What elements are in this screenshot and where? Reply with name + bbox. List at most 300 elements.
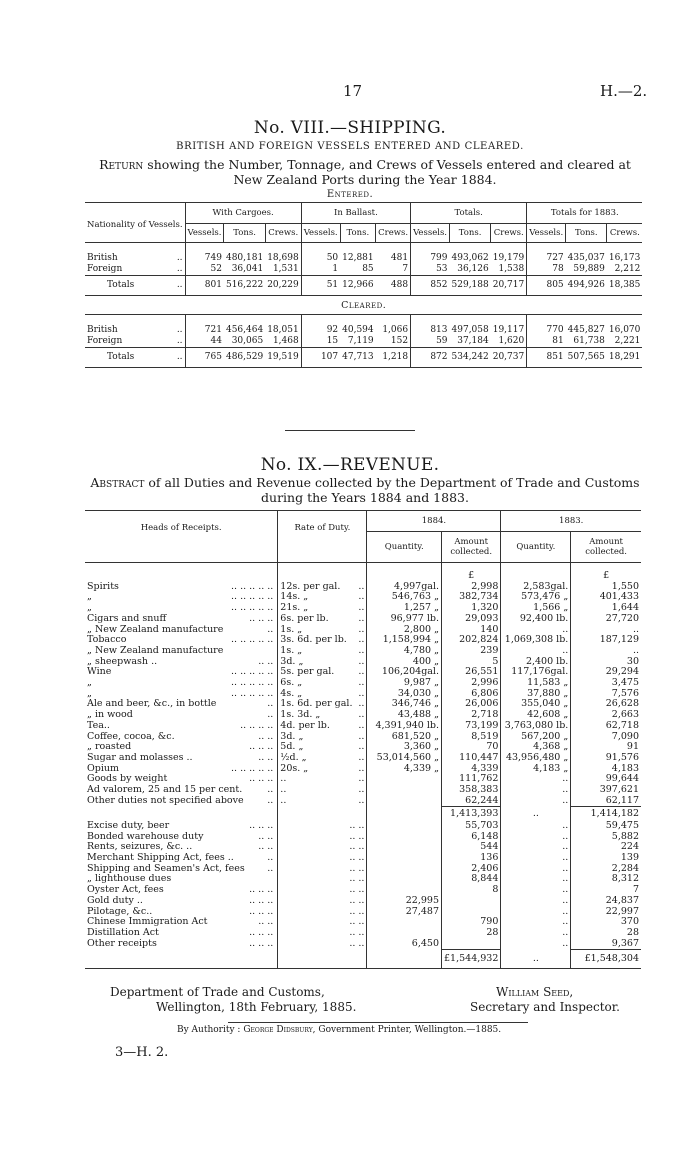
revenue-abstract-text xyxy=(85,475,645,505)
section-divider xyxy=(285,430,415,431)
leader-dots: .. .. .. xyxy=(249,774,274,785)
revenue-title: No. IX.—REVENUE. xyxy=(260,455,440,475)
abstract-lead: Abstract xyxy=(90,475,145,490)
cell-value: 445,827 xyxy=(567,325,605,335)
cell-value: 7 xyxy=(376,264,411,276)
col-amount-1883: Amount collected. xyxy=(585,537,627,557)
sub-header-vessels: Vessels. xyxy=(301,224,340,243)
col-nationality: Nationality of Vessels. xyxy=(85,203,185,243)
amount-1883: 397,621 xyxy=(599,784,639,796)
nationality-label: Totals xyxy=(107,352,135,362)
amount-1884: 6,148 xyxy=(442,832,501,843)
grand-total-1883: £1,548,304 xyxy=(571,950,641,969)
receipt-head-label: „ sheepwash .. xyxy=(87,656,158,667)
leader-dots: .. .. .. xyxy=(249,820,274,831)
receipt-head xyxy=(85,853,278,864)
receipt-head-label: „ xyxy=(87,688,92,699)
return-body: showing the Number, Tonnage, and Crews of Vessels entered and cleared at New Zealand Ports during the Year 1884. xyxy=(147,157,631,187)
rate-label: 6s. „ xyxy=(280,678,303,689)
quantity-1883: .. xyxy=(501,853,571,864)
receipt-head-label: Goods by weight xyxy=(87,774,168,785)
leader-dots: .. xyxy=(176,325,183,335)
quantity-1883: 573,476 „ xyxy=(501,592,571,603)
quantity-1883: .. xyxy=(501,885,571,896)
quantity-1884: 106,204gal. xyxy=(367,667,442,678)
receipt-head xyxy=(85,742,278,753)
cell-value: 78 xyxy=(552,264,564,274)
quantity-1883: 1,069,308 lb. xyxy=(501,635,571,646)
receipt-head-label: „ New Zealand manufacture xyxy=(87,624,224,635)
leader-dots: .. xyxy=(176,336,183,346)
sub-header-crews: Crews. xyxy=(376,224,411,243)
quantity-1883: .. xyxy=(501,625,571,636)
leader-dots: .. .. .. xyxy=(249,928,274,938)
cell-value: 494,926 xyxy=(567,280,605,290)
amount-1884: 8,519 xyxy=(442,732,501,743)
rate-of-duty xyxy=(278,614,367,625)
quantity-1884 xyxy=(367,821,442,832)
amount-1884: 2,996 xyxy=(442,678,501,689)
leader-dots: .. .. .. xyxy=(249,742,274,753)
rate-of-duty xyxy=(278,699,367,710)
cell-value: 59,889 xyxy=(573,264,605,274)
leader-dots: .. xyxy=(358,656,365,667)
amount-1883: 4,183 xyxy=(611,762,639,774)
quantity-1883: 42,608 „ xyxy=(501,710,571,721)
signatory-name: William Seed, xyxy=(496,985,574,999)
rate-of-duty xyxy=(278,742,367,753)
cell-value: 18,698 xyxy=(265,243,301,265)
leader-dots: .. .. xyxy=(349,906,365,917)
amount-1883: 1,550 xyxy=(611,580,639,592)
receipt-head xyxy=(85,753,278,764)
amount-1883: 24,837 xyxy=(605,894,639,906)
nationality-name xyxy=(85,336,185,348)
revenue-row xyxy=(85,614,641,625)
leader-dots: .. .. .. .. .. xyxy=(231,667,274,678)
cell-value: 507,565 xyxy=(567,352,605,362)
amount-1883: 91,576 xyxy=(605,751,639,763)
amount-1883: 27,720 xyxy=(605,612,639,624)
cell-value: 51 xyxy=(326,280,339,290)
rate-label: 1s. 3d. „ xyxy=(280,710,321,721)
leader-dots: .. .. .. xyxy=(249,885,274,896)
rate-of-duty xyxy=(278,582,367,593)
amount-1883: 99,644 xyxy=(605,773,639,785)
quantity-1884: 6,450 xyxy=(367,939,442,950)
leader-dots: .. .. .. xyxy=(249,613,274,624)
amount-1883: 7 xyxy=(632,884,639,896)
cell-value: 1,538 xyxy=(491,264,527,276)
quantity-1884 xyxy=(367,832,442,843)
nationality-label: Foreign xyxy=(87,336,123,346)
sub-header-tons: Tons. xyxy=(224,224,265,243)
rate-label: 1s. 6d. per gal. xyxy=(280,699,353,710)
revenue-row xyxy=(85,864,641,875)
leader-dots: .. xyxy=(358,774,365,785)
cell-value: 20,229 xyxy=(265,276,301,296)
cell-value: 1,620 xyxy=(491,336,527,348)
amount-1884: 26,551 xyxy=(442,667,501,678)
rate-of-duty xyxy=(278,832,367,843)
cell-value: 81 xyxy=(552,336,564,346)
leader-dots: .. .. xyxy=(349,874,365,885)
leader-dots: .. xyxy=(358,645,365,656)
quantity-1884 xyxy=(367,864,442,875)
receipt-head-label: „ xyxy=(87,592,92,603)
leader-dots: .. xyxy=(358,742,365,753)
cell-value: 16,070 xyxy=(608,325,641,335)
cell-value: 107 xyxy=(320,352,339,362)
cell-value: 36,041 xyxy=(231,264,264,274)
receipt-head-label: Ale and beer, &c., in bottle xyxy=(87,699,217,710)
subtotal-1884: 1,413,393 xyxy=(442,807,501,821)
quantity-1884: 546,763 „ xyxy=(367,592,442,603)
cell-value: 481 xyxy=(376,243,411,265)
receipt-head-label: Sugar and molasses .. xyxy=(87,752,193,763)
amount-1883: 30 xyxy=(626,655,639,667)
department-line: Department of Trade and Customs, xyxy=(110,985,325,999)
currency-symbol-1883: £ xyxy=(603,570,610,581)
shipping-title: No. VIII.—SHIPPING. xyxy=(253,118,447,138)
amount-1883: 62,117 xyxy=(605,794,639,806)
revenue-subtotal-row xyxy=(85,807,641,821)
amount-1883: 59,475 xyxy=(605,819,639,831)
cleared-label: Cleared. xyxy=(341,299,387,311)
rate-of-duty xyxy=(278,764,367,775)
cell-value: 435,037 xyxy=(567,253,605,263)
quantity-1883: .. xyxy=(501,796,571,807)
cell-value: 1,218 xyxy=(376,348,411,368)
quantity-1884: 346,746 „ xyxy=(367,699,442,710)
amount-1883: 187,129 xyxy=(599,634,639,646)
cell-value: 37,184 xyxy=(457,336,489,346)
sub-header-crews: Crews. xyxy=(491,224,527,243)
receipt-head-label: Excise duty, beer xyxy=(87,820,170,831)
quantity-1883: .. xyxy=(501,774,571,785)
amount-1883: 26,628 xyxy=(605,698,639,710)
amount-1883: 91 xyxy=(626,741,639,753)
revenue-row xyxy=(85,635,641,646)
revenue-row xyxy=(85,874,641,885)
nationality-row xyxy=(85,315,642,337)
cell-value: 749 xyxy=(204,253,222,263)
amount-1883: .. xyxy=(632,644,639,656)
cell-value: 1,066 xyxy=(376,315,411,337)
leader-dots: .. .. .. .. .. xyxy=(231,603,274,614)
cell-value: 19,117 xyxy=(491,315,527,337)
quantity-1883: 1,566 „ xyxy=(501,603,571,614)
leader-dots: .. .. .. .. .. xyxy=(231,592,274,603)
shipping-subtitle: BRITISH AND FOREIGN VESSELS ENTERED AND CLEARED. xyxy=(176,141,524,152)
cell-value: 18,291 xyxy=(608,352,641,362)
leader-dots: .. .. xyxy=(349,895,365,906)
cell-value: 486,529 xyxy=(225,352,264,362)
amount-1883: 401,433 xyxy=(599,591,639,603)
shipping-table xyxy=(85,202,641,368)
rate-of-duty xyxy=(278,785,367,796)
receipt-head xyxy=(85,582,278,593)
quantity-1883: .. xyxy=(501,896,571,907)
leader-dots: .. .. xyxy=(349,917,365,928)
leader-dots: .. xyxy=(358,603,365,614)
leader-dots: .. .. .. .. .. xyxy=(231,688,274,699)
amount-1883: 139 xyxy=(620,852,639,864)
cell-value: 805 xyxy=(546,280,564,290)
imprint-line xyxy=(177,1025,501,1035)
entered-label: Entered. xyxy=(326,189,374,200)
amount-1883: .. xyxy=(632,623,639,635)
receipt-head xyxy=(85,896,278,907)
rate-label: 4s. „ xyxy=(280,688,303,699)
rate-label: 3d. „ xyxy=(280,731,304,742)
rate-label: ½d. „ xyxy=(280,752,307,763)
cell-value: 2,221 xyxy=(614,336,641,346)
leader-dots: .. xyxy=(358,678,365,689)
cell-value: 85 xyxy=(362,264,374,274)
leader-dots: .. xyxy=(267,853,274,864)
revenue-row xyxy=(85,917,641,928)
receipt-head xyxy=(85,635,278,646)
receipt-head xyxy=(85,832,278,843)
cell-value: 872 xyxy=(430,352,448,362)
amount-1884: 26,006 xyxy=(442,699,501,710)
amount-1884: 382,734 xyxy=(442,592,501,603)
leader-dots: .. .. .. xyxy=(249,895,274,906)
cell-value: 59 xyxy=(436,336,448,346)
cell-value: 12,881 xyxy=(342,253,374,263)
leader-dots: .. .. xyxy=(349,842,365,853)
leader-dots: .. .. .. .. .. xyxy=(231,635,274,646)
amount-1883: 5,882 xyxy=(611,830,639,842)
receipt-head-label: Other duties not specified above xyxy=(87,795,244,807)
rate-of-duty xyxy=(278,667,367,678)
signatory-title: Secretary and Inspector. xyxy=(470,1000,620,1014)
amount-1883: 7,090 xyxy=(611,730,639,742)
rate-of-duty xyxy=(278,646,367,657)
leader-dots: .. .. xyxy=(349,928,365,938)
amount-1884: 5 xyxy=(442,657,501,668)
quantity-1884 xyxy=(367,774,442,785)
receipt-head xyxy=(85,874,278,885)
receipt-head xyxy=(85,592,278,603)
receipt-head xyxy=(85,721,278,732)
cell-value: 52 xyxy=(210,264,222,274)
quantity-1884 xyxy=(367,785,442,796)
quantity-1884: 3,360 „ xyxy=(367,742,442,753)
amount-1883: 224 xyxy=(620,841,639,853)
revenue-row xyxy=(85,907,641,918)
receipt-head xyxy=(85,907,278,918)
quantity-1883: 37,880 „ xyxy=(501,689,571,700)
cell-value: 852 xyxy=(430,280,448,290)
nationality-name xyxy=(85,348,185,368)
return-lead: Return xyxy=(99,157,144,172)
leader-dots: .. .. xyxy=(349,863,365,874)
group-totals: Totals. xyxy=(411,203,527,224)
rate-label: 6s. per lb. xyxy=(280,613,329,624)
revenue-row xyxy=(85,785,641,796)
nationality-label: Foreign xyxy=(87,264,123,274)
rate-of-duty xyxy=(278,721,367,732)
receipt-head-label: Rents, seizures, &c. .. xyxy=(87,842,193,853)
amount-1884: 8 xyxy=(442,885,501,896)
amount-1884 xyxy=(442,896,501,907)
col-year-1883: 1883. xyxy=(501,511,641,532)
quantity-1884: 681,520 „ xyxy=(367,732,442,743)
leader-dots: .. xyxy=(358,613,365,624)
cell-value: 721 xyxy=(204,325,222,335)
leader-dots: .. .. xyxy=(349,853,365,864)
leader-dots: .. xyxy=(358,592,365,603)
cell-value: 40,594 xyxy=(342,325,374,335)
leader-dots: .. xyxy=(267,795,274,807)
leader-dots: .. xyxy=(358,710,365,721)
cell-value: 20,737 xyxy=(491,348,527,368)
receipt-head-label: Distillation Act xyxy=(87,928,159,938)
leader-dots: .. xyxy=(176,280,183,290)
revenue-row xyxy=(85,896,641,907)
receipt-head-label: Gold duty .. xyxy=(87,895,143,906)
quantity-1884: 4,339 „ xyxy=(367,764,442,775)
quantity-1884: 43,488 „ xyxy=(367,710,442,721)
leader-dots: .. .. xyxy=(258,842,274,853)
rate-of-duty xyxy=(278,592,367,603)
sub-header-tons: Tons. xyxy=(450,224,491,243)
leader-dots: .. .. .. .. .. xyxy=(231,581,274,592)
rate-of-duty xyxy=(278,678,367,689)
revenue-row xyxy=(85,832,641,843)
revenue-row xyxy=(85,853,641,864)
nationality-row xyxy=(85,336,642,348)
cell-value: 727 xyxy=(546,253,564,263)
amount-1884: 202,824 xyxy=(442,635,501,646)
receipt-head xyxy=(85,842,278,853)
amount-1884: 8,844 xyxy=(442,874,501,885)
cell-value: 765 xyxy=(204,352,222,362)
quantity-1884: 1,257 „ xyxy=(367,603,442,614)
leader-dots: .. xyxy=(267,624,274,635)
receipt-head xyxy=(85,689,278,700)
cell-value: 30,065 xyxy=(231,336,264,346)
cell-value: 799 xyxy=(430,253,448,263)
group-totals-1883: Totals for 1883. xyxy=(550,208,619,218)
receipt-head-label: Shipping and Seamen's Act, fees xyxy=(87,863,245,874)
nationality-label: Totals xyxy=(107,280,135,290)
quantity-1883: 2,400 lb. xyxy=(501,657,571,668)
quantity-1884: 53,014,560 „ xyxy=(367,753,442,764)
amount-1884: 111,762 xyxy=(442,774,501,785)
quantity-1884: 1,158,994 „ xyxy=(367,635,442,646)
rate-of-duty xyxy=(278,853,367,864)
quantity-1883: 11,583 „ xyxy=(501,678,571,689)
receipt-head-label: „ xyxy=(87,678,92,689)
rate-of-duty xyxy=(278,774,367,785)
amount-1884: 136 xyxy=(442,853,501,864)
place-date-line: Wellington, 18th February, 1885. xyxy=(156,1000,357,1014)
rate-of-duty xyxy=(278,917,367,928)
amount-1884 xyxy=(442,939,501,950)
receipt-head-label: Tobacco xyxy=(87,635,127,646)
receipt-head xyxy=(85,710,278,721)
receipt-head-label: Other receipts xyxy=(87,938,157,949)
amount-1884: 29,093 xyxy=(442,614,501,625)
receipt-head-label: Tea.. xyxy=(87,720,110,731)
cell-value: 15 xyxy=(326,336,339,346)
cell-value: 516,222 xyxy=(225,280,264,290)
quantity-1884: 27,487 xyxy=(367,907,442,918)
quantity-1884 xyxy=(367,853,442,864)
rate-label: 1s. „ xyxy=(280,645,303,656)
amount-1883: 9,367 xyxy=(611,937,639,949)
amount-1884: 358,383 xyxy=(442,785,501,796)
leader-dots: .. xyxy=(358,699,365,710)
leader-dots: .. xyxy=(267,699,274,710)
receipt-head xyxy=(85,864,278,875)
receipt-head xyxy=(85,939,278,950)
leader-dots: .. .. xyxy=(258,752,274,763)
quantity-1883: .. xyxy=(501,917,571,928)
amount-1884: 110,447 xyxy=(442,753,501,764)
cell-value: 493,062 xyxy=(451,253,489,263)
quantity-1884: 4,780 „ xyxy=(367,646,442,657)
receipt-head-label: Opium xyxy=(87,763,120,774)
rate-of-duty xyxy=(278,896,367,907)
rate-of-duty xyxy=(278,689,367,700)
amount-1883: 62,718 xyxy=(605,719,639,731)
nationality-label: British xyxy=(87,253,118,263)
quantity-1883: .. xyxy=(501,842,571,853)
leader-dots: .. xyxy=(267,863,274,874)
leader-dots: .. xyxy=(358,667,365,678)
col-quantity-1883: Quantity. xyxy=(501,532,571,563)
rate-label: 5s. per gal. xyxy=(280,667,335,678)
receipt-head xyxy=(85,614,278,625)
receipt-head xyxy=(85,928,278,939)
amount-1884: 140 xyxy=(442,625,501,636)
sub-header-vessels: Vessels. xyxy=(185,224,224,243)
receipt-head xyxy=(85,646,278,657)
cell-value: 19,519 xyxy=(265,348,301,368)
leader-dots: .. xyxy=(358,635,365,646)
sub-header-tons: Tons. xyxy=(566,224,607,243)
receipt-head-label: Wine xyxy=(87,667,112,678)
cell-value: 152 xyxy=(376,336,411,348)
amount-1884: 239 xyxy=(442,646,501,657)
cell-value: 2,212 xyxy=(614,264,641,274)
cell-value: 497,058 xyxy=(451,325,489,335)
amount-1884: 2,406 xyxy=(442,864,501,875)
amount-1884: 1,320 xyxy=(442,603,501,614)
quantity-1884: 34,030 „ xyxy=(367,689,442,700)
receipt-head xyxy=(85,657,278,668)
revenue-row xyxy=(85,721,641,732)
receipt-head xyxy=(85,732,278,743)
amount-1884: 544 xyxy=(442,842,501,853)
receipt-head xyxy=(85,785,278,796)
receipt-head-label: Merchant Shipping Act, fees .. xyxy=(87,853,234,864)
receipt-head-label: „ New Zealand manufacture xyxy=(87,645,224,656)
cell-value: 47,713 xyxy=(342,352,374,362)
receipt-head-label: „ in wood xyxy=(87,710,133,721)
rate-of-duty xyxy=(278,874,367,885)
receipt-head-label: Oyster Act, fees xyxy=(87,885,164,896)
cell-value: 18,051 xyxy=(265,315,301,337)
amount-1883: 8,312 xyxy=(611,873,639,885)
revenue-table xyxy=(85,510,641,969)
rate-of-duty xyxy=(278,710,367,721)
quantity-1884: 400 „ xyxy=(367,657,442,668)
